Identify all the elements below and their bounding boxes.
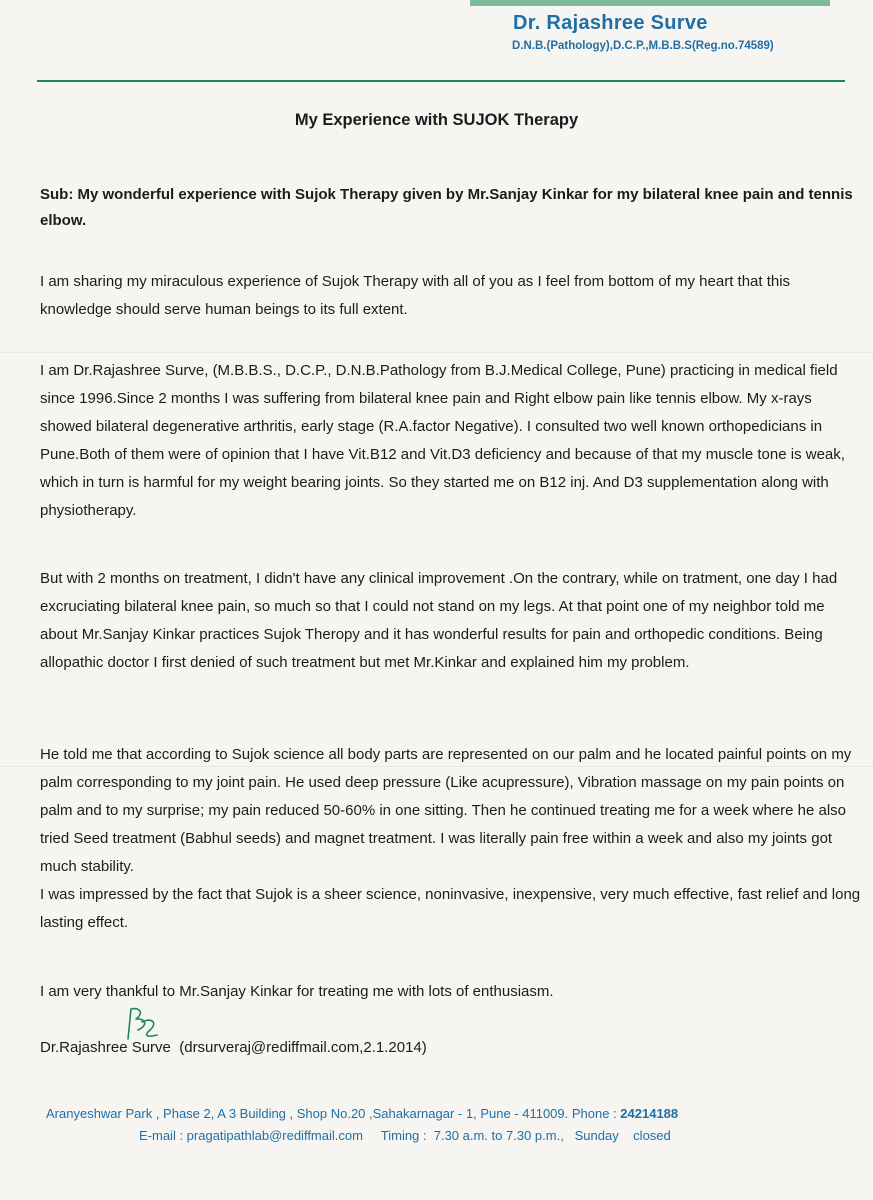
document-subject: Sub: My wonderful experience with Sujok Therapy given by Mr.Sanjay Kinkar for my bilateral knee pain and tennis elbow. (40, 186, 853, 229)
footer-address (46, 1106, 678, 1121)
footer-phone: 24214188 (620, 1106, 679, 1121)
letterhead-top-strip (470, 0, 830, 6)
letterhead-doctor-name: Dr. Rajashree Surve (513, 12, 708, 34)
body-paragraph: But with 2 months on treatment, I didn't have any clinical improvement .On the contrary, while on tratment, one day I had excruciating bilateral knee pain, so much so that I could not stand on my legs. At that point one of my neighbor told me about Mr.Sanjay Kinkar practices Sujok Theropy and it has wonderful results for pain and orthopedic conditions. Being allopathic doctor I first denied of such treatment but met Mr.Kinkar and explained him my problem. (40, 570, 838, 671)
footer-contact: E-mail : pragatipathlab@rediffmail.com Timing : 7.30 a.m. to 7.30 p.m., Sunday closed (139, 1128, 671, 1143)
footer-address-text: Aranyeshwar Park , Phase 2, A 3 Building , Shop No.20 ,Sahakarnagar - 1, Pune - 411009. Phone : (46, 1106, 621, 1121)
letterhead-qualifications: D.N.B.(Pathology),D.C.P.,M.B.B.S(Reg.no.74589) (512, 40, 774, 52)
paper-fold-line (0, 352, 873, 353)
body-paragraph-text: He told me that according to Sujok science all body parts are represented on our palm and he located painful points on my palm corresponding to my joint pain. He used deep pressure (Like acupressure), Vibration massage on my pain points on palm and to my surprise; my pain reduced 50-60% in one sitting. Then he continued treating me for a week where he also tried Seed treatment (Babhul seeds) and magnet treatment. I was literally pain free within a week and also my joints got much stability. (40, 746, 852, 875)
body-paragraph-text: I was impressed by the fact that Sujok is a sheer science, noninvasive, inexpensive, very much effective, fast relief and long lasting effect. (40, 886, 861, 931)
body-paragraph: I am Dr.Rajashree Surve, (M.B.B.S., D.C.P., D.N.B.Pathology from B.J.Medical College, Pune) practicing in medical field since 1996.Since 2 months I was suffering from bilateral knee pain and Right elbow pain like tennis elbow. My x-rays showed bilateral degenerative arthritis, early stage (R.A.factor Negative). I consulted two well known orthopedicians in Pune.Both of them were of opinion that I have Vit.B12 and Vit.D3 deficiency and because of that my muscle tone is weak, which in turn is harmful for my weight bearing joints. So they started me on B12 inj. And D3 supplementation along with physiotherapy. (40, 362, 845, 519)
body-paragraph: I am very thankful to Mr.Sanjay Kinkar for treating me with lots of enthusiasm. (40, 983, 554, 1000)
document-title: My Experience with SUJOK Therapy (294, 111, 579, 129)
signoff-line: Dr.Rajashree Surve (drsurveraj@rediffmail.com,2.1.2014) (40, 1039, 427, 1056)
handwritten-signature (118, 1005, 162, 1043)
body-paragraph (40, 741, 863, 937)
letterhead-rule (37, 80, 845, 82)
body-paragraph: I am sharing my miraculous experience of Sujok Therapy with all of you as I feel from bottom of my heart that this knowledge should serve human beings to its full extent. (40, 273, 791, 318)
